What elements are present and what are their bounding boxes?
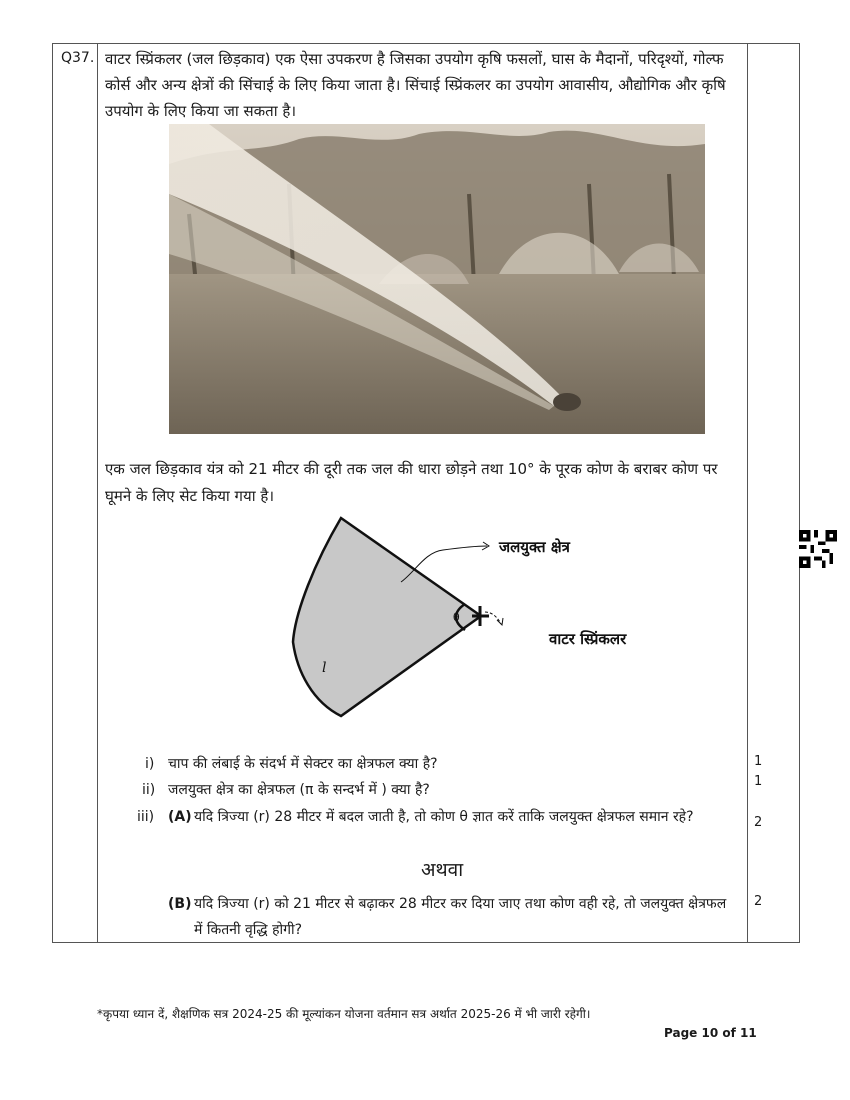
marks: 2 (754, 894, 763, 909)
setup-text: एक जल छिड़काव यंत्र को 21 मीटर की दूरी तक जल की धारा छोड़ने तथा 10° के पूरक कोण के बराबर कोण पर घूमने के लिए सेट किया गया है। (105, 460, 718, 505)
or-text: अथवा (421, 859, 464, 881)
arc-label: l (322, 660, 327, 676)
option-label: (B) (168, 896, 192, 912)
sub-question-text: जलयुक्त क्षेत्र का क्षेत्रफल (π के सन्दर्भ में ) क्या है? (168, 782, 430, 798)
sprinkler-photo (169, 124, 705, 434)
alternative-question-text: यदि त्रिज्या (r) को 21 मीटर से बढ़ाकर 28 मीटर कर दिया जाए तथा कोण वही रहे, तो जलयुक्त क्षेत्रफल में कितनी वृद्धि होगी? (194, 896, 727, 938)
question-intro: वाटर स्प्रिंकलर (जल छिड़काव) एक ऐसा उपकरण है जिसका उपयोग कृषि फसलों, घास के मैदानों, परिदृश्यों, गोल्फ कोर्स और अन्य क्षेत्रों की सिंचाई के लिए किया जाता है। सिंचाई स्प्रिंकलर का उपयोग आवासीय, औद्योगिक और कृषि उपयोग के लिए किया जा सकता है। (105, 50, 726, 120)
marks: 1 (754, 774, 763, 789)
option-label: (A) (168, 809, 192, 825)
marks: 1 (754, 754, 763, 769)
column-divider (97, 44, 98, 942)
wet-area-label: जलयुक्त क्षेत्र (499, 538, 570, 556)
sub-question-label: ii) (142, 782, 156, 798)
sub-question-label: iii) (137, 809, 155, 825)
question-table (52, 43, 800, 943)
angle-label: θ (453, 611, 460, 624)
qr-code (799, 530, 837, 568)
marks-column-divider (747, 44, 748, 942)
sub-question-text: चाप की लंबाई के संदर्भ में सेक्टर का क्षेत्रफल क्या है? (168, 756, 438, 772)
sub-question-text: यदि त्रिज्या (r) 28 मीटर में बदल जाती है, तो कोण θ ज्ञात करें ताकि जलयुक्त क्षेत्रफल समान रहे? (194, 809, 694, 825)
question-number: Q37. (61, 50, 95, 66)
marks: 2 (754, 815, 763, 830)
sub-question-label: i) (145, 756, 155, 772)
sector-diagram (253, 512, 633, 734)
sprinkler-label: वाटर स्प्रिंकलर (549, 630, 627, 648)
page-number: Page 10 of 11 (664, 1026, 757, 1040)
footer-note: *कृपया ध्यान दें, शैक्षणिक सत्र 2024-25 की मूल्यांकन योजना वर्तमान सत्र अर्थात 2025-26 में भी जारी रहेगी। (97, 1007, 591, 1021)
